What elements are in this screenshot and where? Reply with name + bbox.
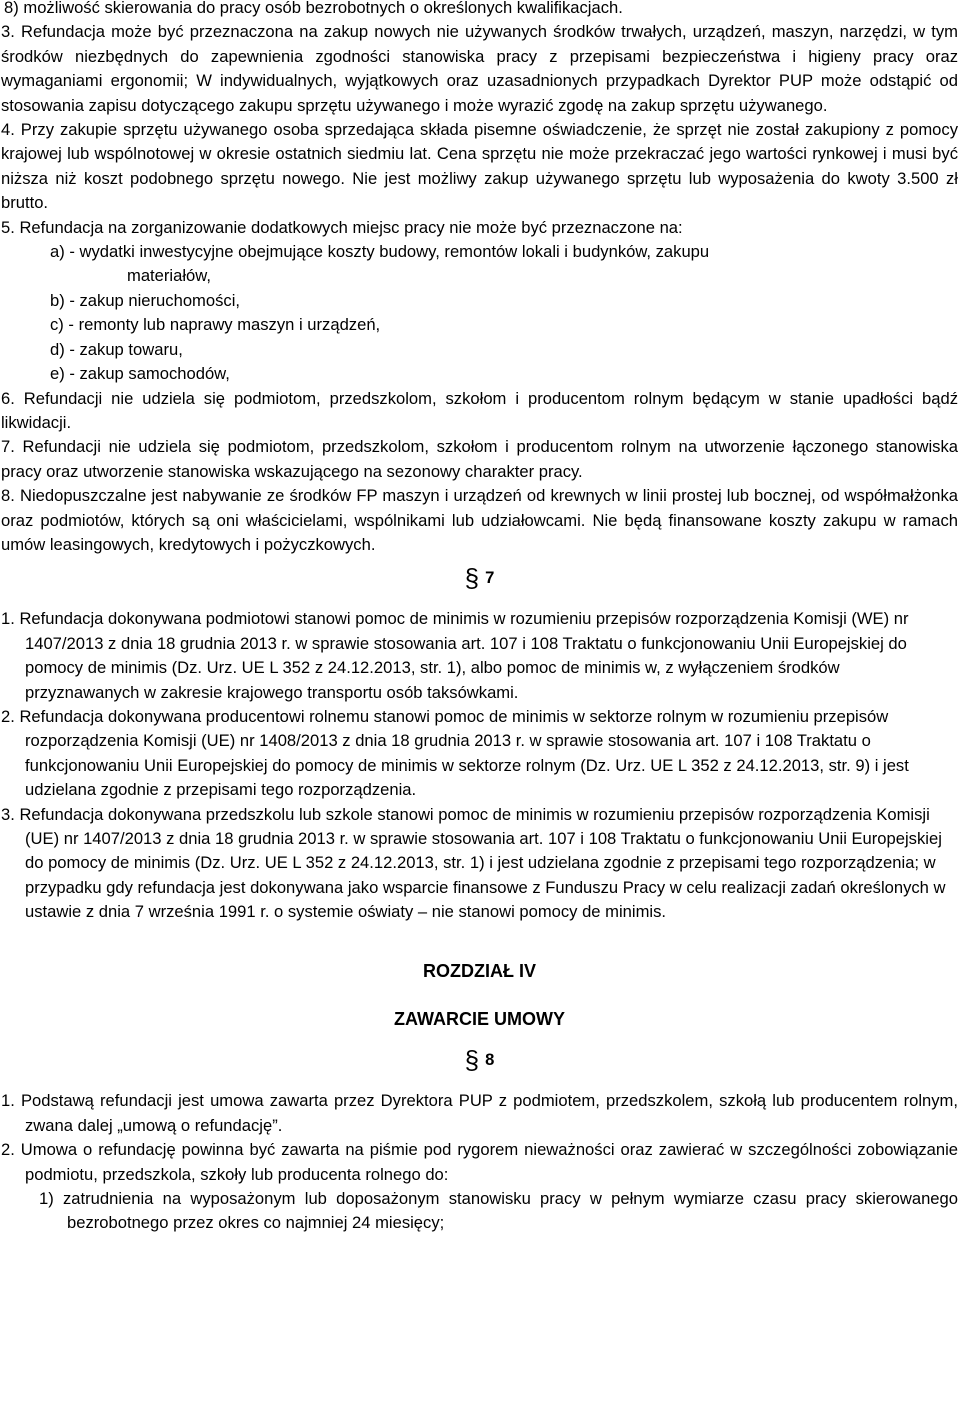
- section6-item-5a: a) - wydatki inwestycyjne obejmujące koszty budowy, remontów lokali i budynków, zakupu: [50, 242, 710, 262]
- section6-item-7: 7. Refundacji nie udziela się podmiotom, przedszkolom, szkołom i producentom rolnym na utworzenie łączonego stanowiska pracy oraz utworzenie stanowiska wskazującego na sezonowy charakter pracy.: [1, 437, 958, 481]
- section6-item-5d: d) - zakup towaru,: [50, 339, 183, 359]
- section-number: 7: [485, 568, 495, 588]
- paragraph-symbol: §: [464, 563, 480, 594]
- paragraph-symbol: §: [464, 1045, 480, 1076]
- section8-item-2-1: 1) zatrudnienia na wyposażonym lub doposażonym stanowisku pracy w pełnym wymiarze czasu pracy skierowanego bezrobotnego przez okres co najmniej 24 miesięcy;: [39, 1189, 958, 1233]
- section-8-heading: [1, 1043, 958, 1077]
- section6-item-6: 6. Refundacji nie udziela się podmiotom, przedszkolom, szkołom i producentom rolnym będącym w stanie upadłości bądź likwidacji.: [1, 388, 958, 432]
- section6-item-5b: b) - zakup nieruchomości,: [50, 290, 240, 310]
- section6-item-5e: e) - zakup samochodów,: [50, 364, 230, 384]
- section7-item-1: 1. Refundacja dokonywana podmiotowi stanowi pomoc de minimis w rozumieniu przepisów rozporządzenia Komisji (WE) nr 1407/2013 z dnia 18 grudnia 2013 r. w sprawie stosowania art. 107 i 108 Traktatu o funkcjonowaniu Unii Europejskiej do pomocy de minimis (Dz. Urz. UE L 352 z 24.12.2013, str. 1), albo pomoc de minimis w, z wyłączeniem środków przyznawanych w zakresie krajowego transportu osób taksówkami.: [1, 609, 909, 702]
- chapter-title: ROZDZIAŁ IV: [423, 960, 536, 981]
- section7-item-2: 2. Refundacja dokonywana producentowi rolnemu stanowi pomoc de minimis w sektorze rolnym w rozumieniu przepisów rozporządzenia Komisji (UE) nr 1408/2013 z dnia 18 grudnia 2013 r. w sprawie stosowania art. 107 i 108 Traktatu o funkcjonowaniu Unii Europejskiej do pomocy de minimis w sektorze rolnym (Dz. Urz. UE L 352 z 24.12.2013, str. 9) i jest udzielana zgodnie z przepisami tego rozporządzenia.: [1, 706, 909, 800]
- condition-8: 8) możliwość skierowania do pracy osób bezrobotnych o określonych kwalifikacjach.: [4, 0, 623, 17]
- section6-item-8: 8. Niedopuszczalne jest nabywanie ze środków FP maszyn i urządzeń od krewnych w linii prostej lub bocznej, od współmałżonka oraz podmiotów, których są oni właścicielami, wspólnikami lub udziałowcami. Nie będą finansowane koszty zakupu w ramach umów leasingowych, kredytowych i pożyczkowych.: [1, 486, 958, 554]
- section6-item-4: 4. Przy zakupie sprzętu używanego osoba sprzedająca składa pisemne oświadczenie, że sprzęt nie został zakupiony z pomocy krajowej lub wspólnotowej w okresie ostatnich siedmiu lat. Cena sprzętu nie może przekraczać jego wartości rynkowej i musi być niższa niż koszt podobnego sprzętu nowego. Nie jest możliwy zakup używanego sprzętu lub wyposażenia do kwoty 3.500 zł brutto.: [1, 120, 958, 213]
- section8-item-2: 2. Umowa o refundację powinna być zawarta na piśmie pod rygorem nieważności oraz zawierać w szczególności zobowiązanie podmiotu, przedszkola, szkoły lub producenta rolnego do:: [1, 1140, 958, 1184]
- section8-item-1: 1. Podstawą refundacji jest umowa zawarta przez Dyrektora PUP z podmiotem, przedszkolem, szkołą lub producentem rolnym, zwana dalej „umową o refundację”.: [1, 1091, 958, 1135]
- section-7-heading: [1, 561, 958, 595]
- section-number: 8: [485, 1050, 495, 1070]
- section6-item-5: 5. Refundacja na zorganizowanie dodatkowych miejsc pracy nie może być przeznaczone na:: [1, 217, 683, 237]
- section6-item-5a-cont: materiałów,: [127, 266, 211, 286]
- section6-item-3: 3. Refundacja może być przeznaczona na zakup nowych nie używanych środków trwałych, urządzeń, maszyn, narzędzi, w tym środków niezbędnych do zapewnienia zgodności stanowiska pracy z przepisami bezpieczeństwa i higieny pracy oraz wymaganiami ergonomii; W indywidualnych, wyjątkowych oraz uzasadnionych przypadkach Dyrektor PUP może odstąpić od stosowania zapisu dotyczącego zakupu sprzętu używanego i może wyrazić zgodę na zakup sprzętu używanego.: [1, 22, 958, 115]
- chapter-subtitle: ZAWARCIE UMOWY: [394, 1009, 565, 1030]
- section6-item-5c: c) - remonty lub naprawy maszyn i urządzeń,: [50, 315, 381, 335]
- section7-item-3: 3. Refundacja dokonywana przedszkolu lub szkole stanowi pomoc de minimis w rozumieniu przepisów rozporządzenia Komisji (UE) nr 1407/2013 z dnia 18 grudnia 2013 r. w sprawie stosowania art. 107 i 108 Traktatu o funkcjonowaniu Unii Europejskiej do pomocy de minimis (Dz. Urz. UE L 352 z 24.12.2013, str. 1) i jest udzielana zgodnie z przepisami tego rozporządzenia; w przypadku gdy refundacja jest dokonywana jako wsparcie finansowe z Funduszu Pracy w celu realizacji zadań określonych w ustawie z dnia 7 września 1991 r. o systemie oświaty – nie stanowi pomocy de minimis.: [1, 804, 946, 922]
